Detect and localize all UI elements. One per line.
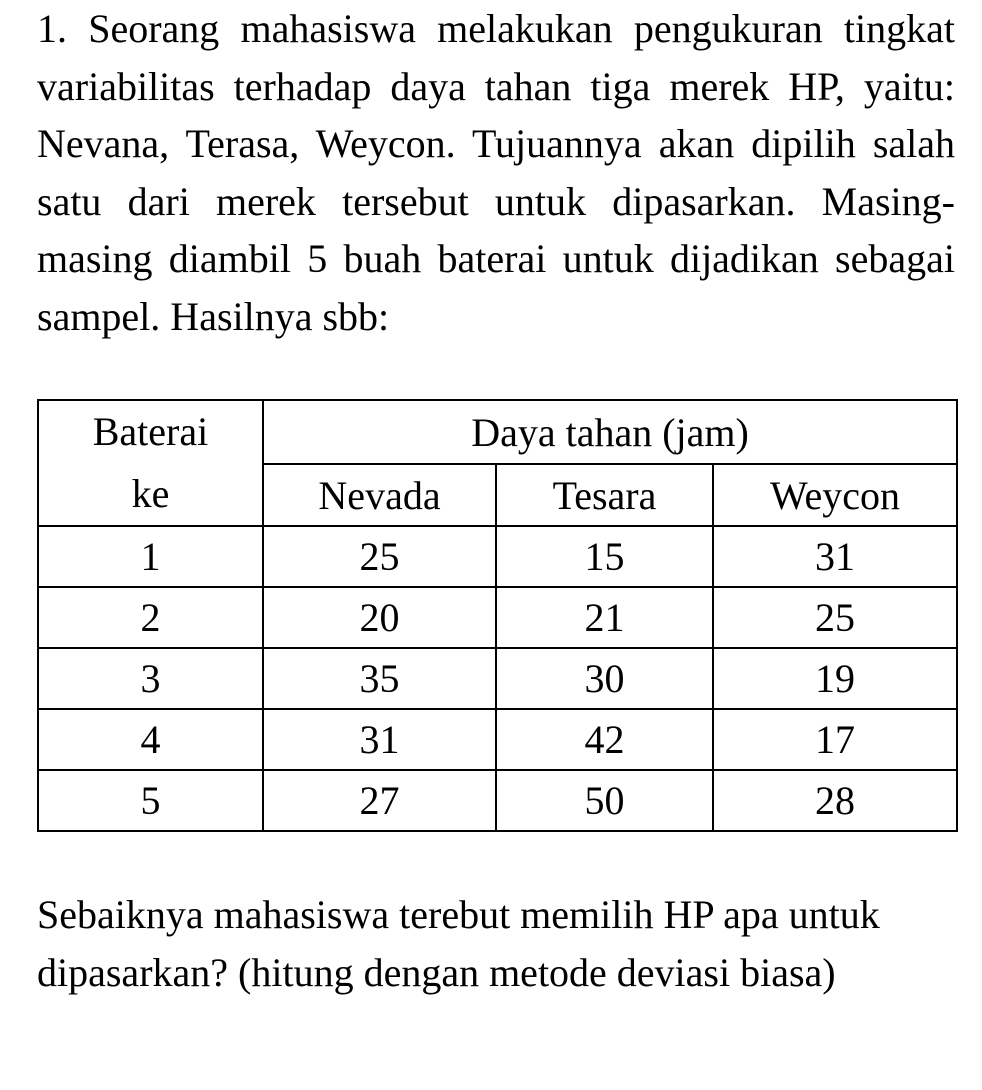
battery-data-table <box>37 399 958 832</box>
value-cell: 27 <box>263 770 496 831</box>
value-cell: 42 <box>496 709 713 770</box>
column-header-weycon: Weycon <box>713 464 957 526</box>
column-header-tesara: Tesara <box>496 464 713 526</box>
table-header-row <box>38 400 957 464</box>
value-cell: 35 <box>263 648 496 709</box>
value-cell: 25 <box>263 526 496 587</box>
value-cell: 19 <box>713 648 957 709</box>
row-index-cell: 2 <box>38 587 263 648</box>
group-header-cell: Daya tahan (jam) <box>263 400 957 464</box>
table-row <box>38 526 957 587</box>
problem-statement <box>37 0 955 345</box>
value-cell: 30 <box>496 648 713 709</box>
row-header-line2: ke <box>131 471 170 516</box>
row-header-cell <box>38 400 263 526</box>
question-block <box>37 886 937 1001</box>
value-cell: 31 <box>713 526 957 587</box>
value-cell: 25 <box>713 587 957 648</box>
value-cell: 50 <box>496 770 713 831</box>
row-index-cell: 1 <box>38 526 263 587</box>
column-header-nevada: Nevada <box>263 464 496 526</box>
value-cell: 17 <box>713 709 957 770</box>
row-header-line1: Baterai <box>92 409 209 454</box>
table-row <box>38 648 957 709</box>
value-cell: 20 <box>263 587 496 648</box>
value-cell: 21 <box>496 587 713 648</box>
problem-text: 1. Seorang mahasiswa melakukan pengukuran tingkat variabilitas terhadap daya tahan tiga merek HP, yaitu: Nevana, Terasa, Weycon. Tujuannya akan dipilih salah satu dari merek tersebut untuk dipasarkan. Masing-masing diambil 5 buah baterai untuk dijadikan sebagai sampel. Hasilnya sbb: <box>37 6 955 339</box>
value-cell: 31 <box>263 709 496 770</box>
row-index-cell: 4 <box>38 709 263 770</box>
table-row <box>38 770 957 831</box>
value-cell: 15 <box>496 526 713 587</box>
question-text: Sebaiknya mahasiswa terebut memilih HP apa untuk dipasarkan? (hitung dengan metode deviasi biasa) <box>37 892 880 995</box>
table-row <box>38 709 957 770</box>
value-cell: 28 <box>713 770 957 831</box>
table-row <box>38 587 957 648</box>
row-index-cell: 5 <box>38 770 263 831</box>
row-index-cell: 3 <box>38 648 263 709</box>
